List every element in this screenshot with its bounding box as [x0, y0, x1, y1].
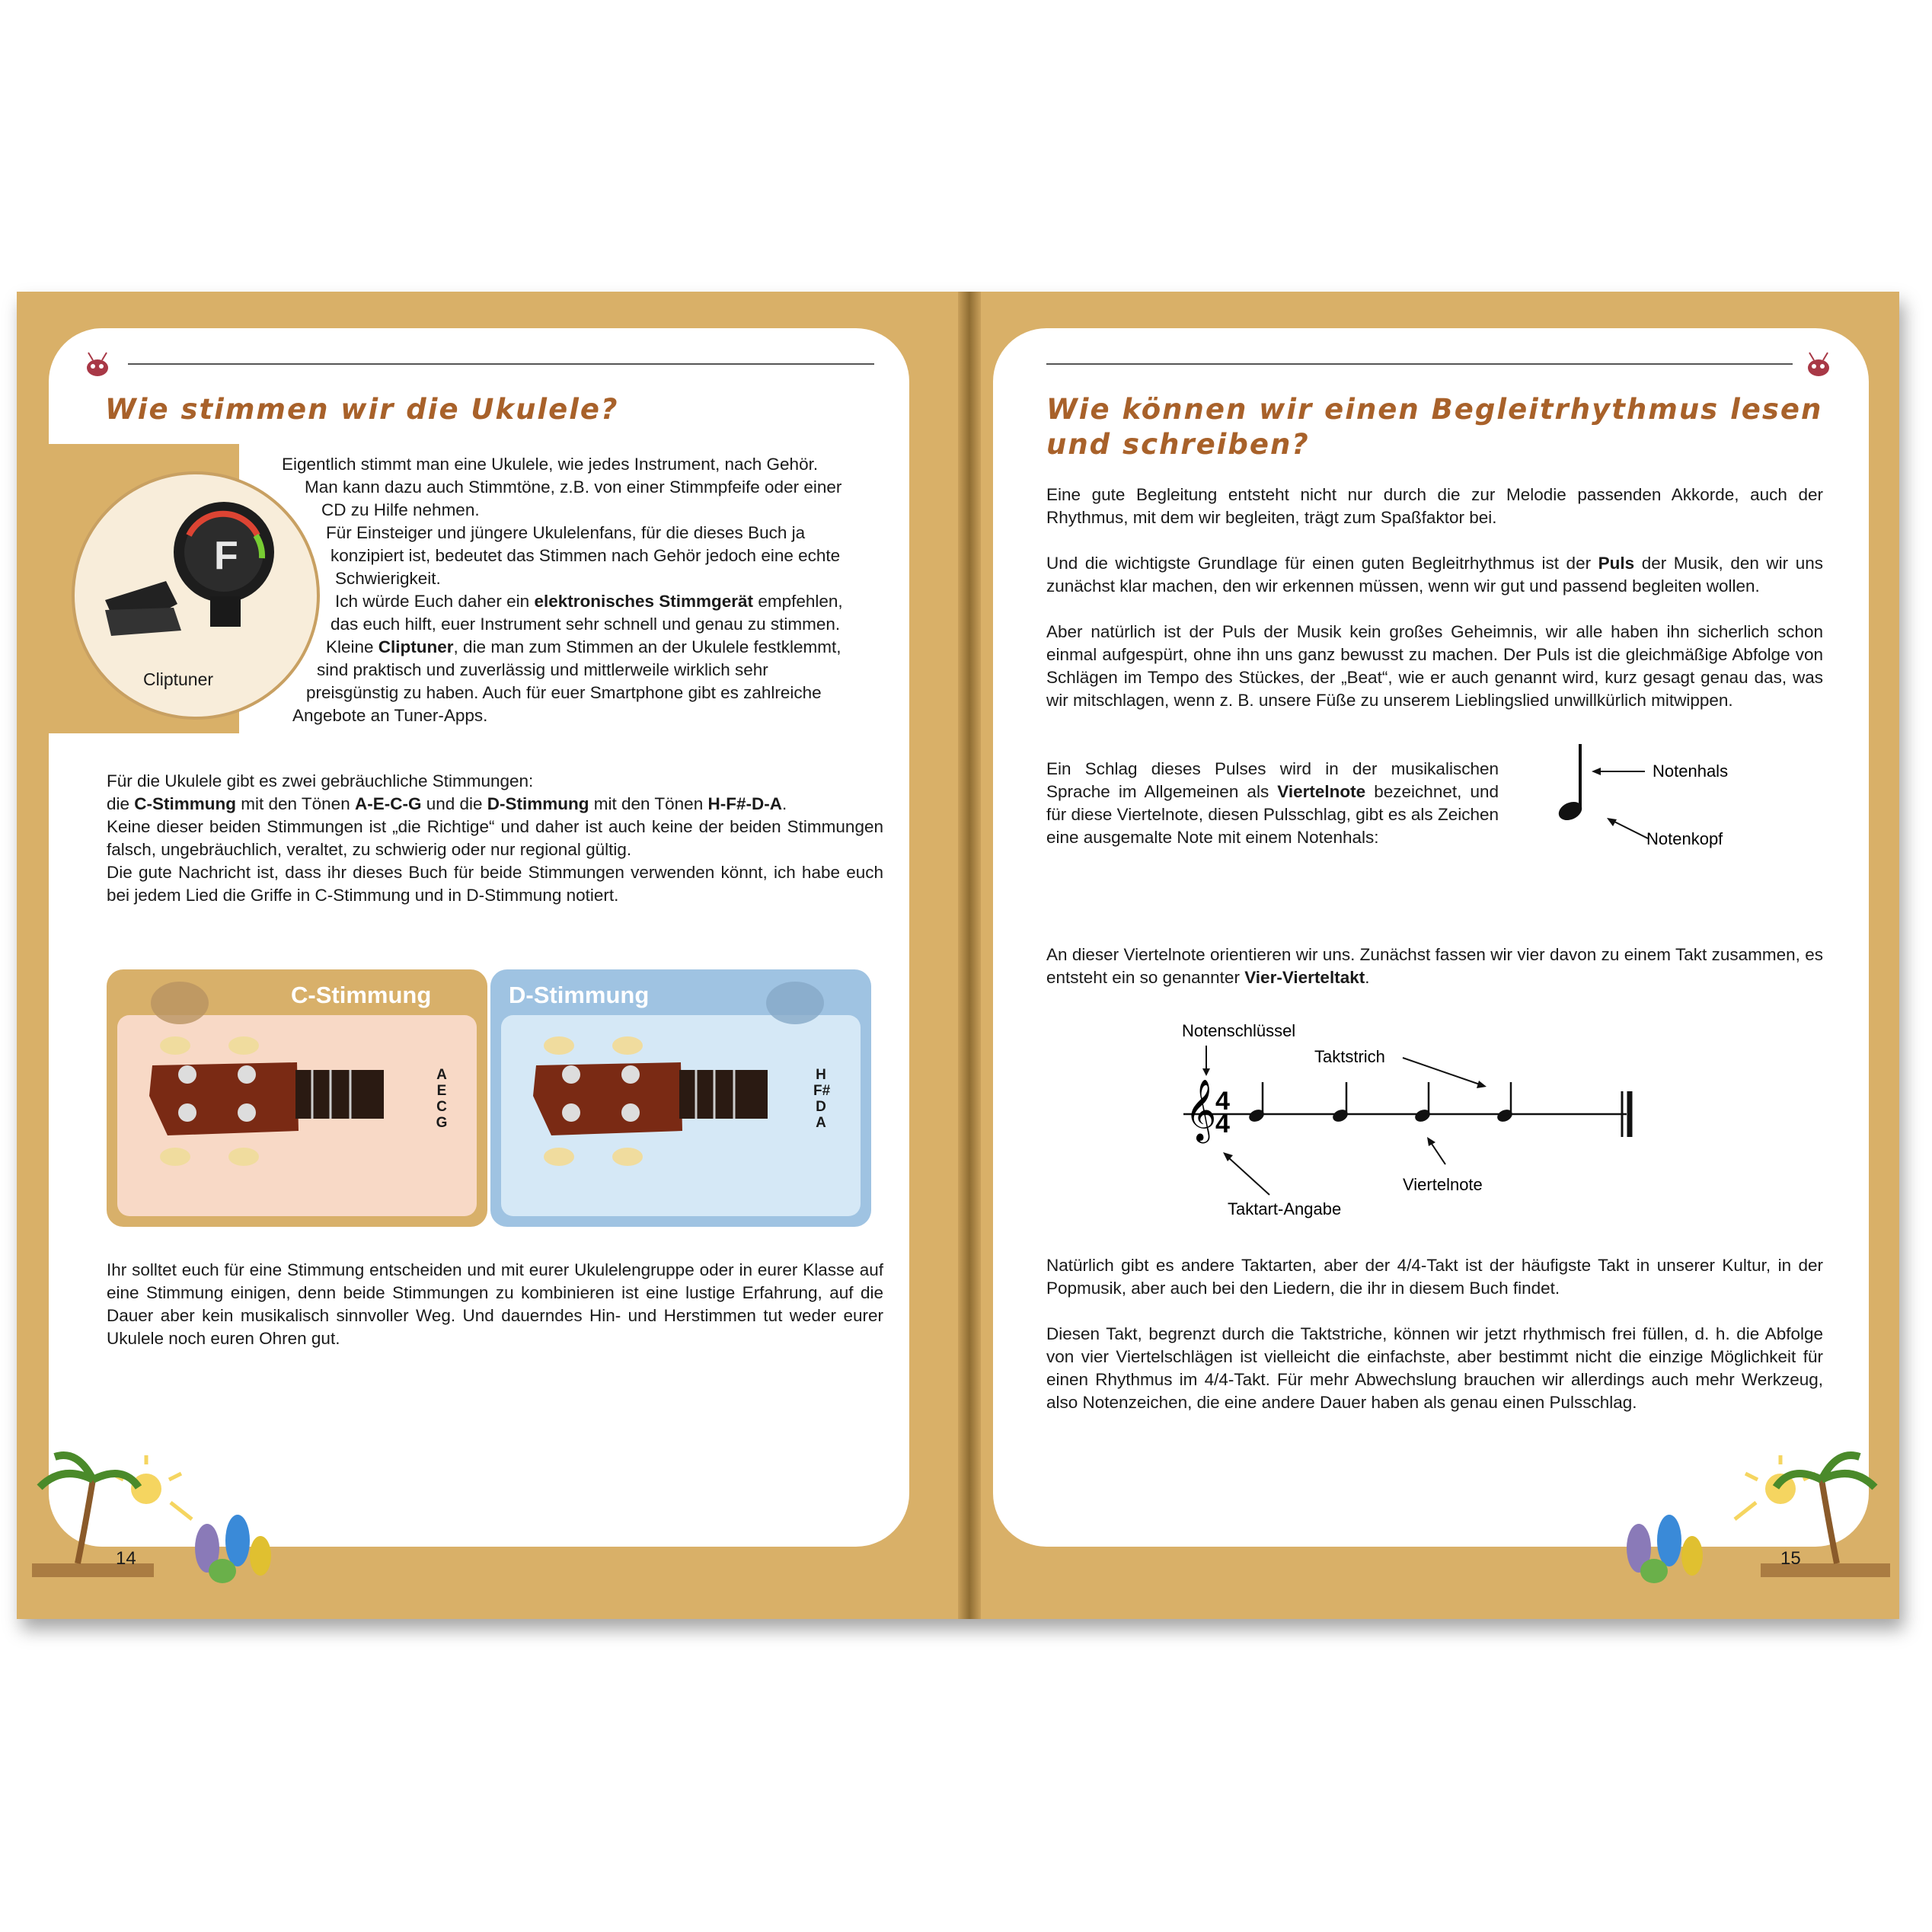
clef-label: Notenschlüssel: [1182, 1021, 1296, 1040]
right-paragraph-5: An dieser Viertelnote orientieren wir uns. Zunächst fassen wir vier davon zu einem Takt zusammen, es entsteht ein so genannter Vier-Vierteltakt.: [1046, 945, 1823, 987]
right-paragraph-1: Eine gute Begleitung entsteht nicht nur durch die zur Melodie passenden Akkorde, auch der Rhythmus, mit dem wir begleiten, trägt zum Spaßfaktor bei.: [1046, 485, 1823, 527]
tuner-intro-paragraph: Eigentlich stimmt man eine Ukulele, wie jedes Instrument, nach Gehör. Man kann dazu auch Stimmtöne, z.B. von einer Stimmpfeife oder einer CD zu Hilfe nehmen. Für Einsteiger und jüngere Ukulelenfans, für die dieses Buch ja konzipiert ist, bedeutet das Stimmen nach Gehör jedoch eine echte Schwierigkeit. Ich würde Euch daher ein elektronisches Stimmgerät empfehlen, das euch hilft, euer Instrument sehr schnell und genau zu stimmen. Kleine Cliptuner, die man zum Stimmen an der Ukulele festklemmt, sind praktisch und zuverlässig und mittlerweile wirklich sehr preisgünstig zu haben. Auch für euer Smartphone gibt es zahlreiche Angebote an Tuner-Apps.: [282, 455, 843, 725]
c-tuning-card: [107, 969, 487, 1227]
quarter-note-diagram: [1547, 741, 1761, 855]
right-paragraph-4: Ein Schlag dieses Pulses wird in der musikalischen Sprache im Allgemeinen als Viertelnote bezeichnet, und für diese Viertelnote, diesen Pulsschlag, gibt es als Zeichen eine ausgemalte Note mit einem Notenhals:: [1046, 759, 1499, 847]
left-footer-illustration: [32, 1449, 306, 1601]
right-footer-illustration: [1608, 1449, 1890, 1601]
tunings-paragraph: Für die Ukulele gibt es zwei gebräuchliche Stimmungen: die C-Stimmung mit den Tönen A-E-C-G und die D-Stimmung mit den Tönen H-F#-D-A. Keine dieser beiden Stimmungen ist „die Richtige“ und daher ist auch keine der beiden Stimmungen falsch, ungebräuchlich, veraltet, zu schwierig oder nur regional gültig. Die gute Nachricht ist, dass ihr dieses Buch für beide Stimmungen verwenden könnt, ich habe euch bei jedem Lied die Griffe in C-Stimmung und in D-Stimmung notiert.: [107, 771, 883, 905]
barline-label: Taktstrich: [1314, 1047, 1385, 1066]
right-paragraph-7: Diesen Takt, begrenzt durch die Taktstriche, können wir jetzt rhythmisch frei füllen, d. h. die Abfolge von vier Viertelschlägen ist vielleicht die einfachste, aber bestimmt nicht die einzige Möglichkeit für einen Rhythmus im 4/4-Takt. Für mehr Abwechslung brauchen wir allerdings auch mehr Werkzeug, also Notenzeichen, die eine andere Dauer haben als genau einen Pulsschlag.: [1046, 1324, 1823, 1412]
left-page-title: Wie stimmen wir die Ukulele?: [105, 393, 619, 426]
treble-clef-icon: 𝄞: [1185, 1080, 1217, 1139]
c-tuning-title: C-Stimmung: [291, 982, 432, 1008]
c-tuning-strings: A E C G: [436, 1067, 448, 1131]
notenhals-label: Notenhals: [1653, 762, 1729, 781]
time-signature-label: Taktart-Angabe: [1228, 1199, 1342, 1218]
svg-text:F: F: [214, 534, 238, 578]
right-paragraph-6: Natürlich gibt es andere Taktarten, aber der 4/4-Takt ist der häufigste Takt in unserer Kultur, in der Popmusik, aber auch bei den Liedern, die ihr in diesem Buch findet.: [1046, 1256, 1823, 1298]
d-tuning-strings: H F# D A: [813, 1067, 831, 1131]
left-page-number: 14: [116, 1548, 136, 1569]
open-book: [17, 292, 1899, 1619]
d-tuning-card: [490, 969, 871, 1227]
right-page-number: 15: [1780, 1548, 1801, 1569]
header-bug-icon-left: [81, 351, 114, 378]
c-ukulele-headstock: [122, 936, 480, 1218]
right-paragraph-2: Und die wichtigste Grundlage für einen guten Begleitrhythmus ist der Puls der Musik, den wir uns zunächst klar machen, den wir erkennen müssen, wenn wir gut und passend begleiten wollen.: [1046, 554, 1823, 596]
book-gutter: [958, 292, 981, 1619]
quarter-note-label: Viertelnote: [1403, 1175, 1483, 1194]
d-ukulele-headstock: [506, 936, 864, 1218]
header-bug-icon-right: [1802, 351, 1835, 378]
notenkopf-label: Notenkopf: [1646, 829, 1723, 848]
right-paragraph-3: Aber natürlich ist der Puls der Musik kein großes Geheimnis, wir alle haben ihn sicherlich schon einmal aufgespürt, ohne ihn uns ganz bewusst zu machen. Der Puls ist die gleichmäßige Abfolge von Schlägen im Tempo des Stückes, der „Beat“, wie er auch genannt wird, kurz gesagt genau das, was wir mitschlagen, wenn z. B. unsere Füße zu unserem Lieblingslied unwillkürlich mitwippen.: [1046, 622, 1823, 710]
right-page-title: Wie können wir einen Begleitrhythmus lesen und schreiben?: [1046, 393, 1823, 461]
time-signature-bottom: 4: [1215, 1110, 1230, 1138]
tuner-caption: Cliptuner: [143, 669, 214, 689]
header-rule-left: [128, 363, 874, 365]
measure-diagram: [1167, 1015, 1654, 1244]
header-rule-right: [1046, 363, 1793, 365]
closing-paragraph: Ihr solltet euch für eine Stimmung entscheiden und mit eurer Ukulelengruppe oder in eurer Klasse auf eine Stimmung einigen, denn beide Stimmungen zu kombinieren ist eine lustige Erfahrung, auf die Dauer aber kein musikalisch sinnvoller Weg. Und dauerndes Hin- und Herstimmen tut weder eurer Ukulele noch euren Ohren gut.: [107, 1260, 883, 1348]
d-tuning-title: D-Stimmung: [509, 982, 650, 1008]
time-signature-top: 4: [1215, 1087, 1230, 1116]
